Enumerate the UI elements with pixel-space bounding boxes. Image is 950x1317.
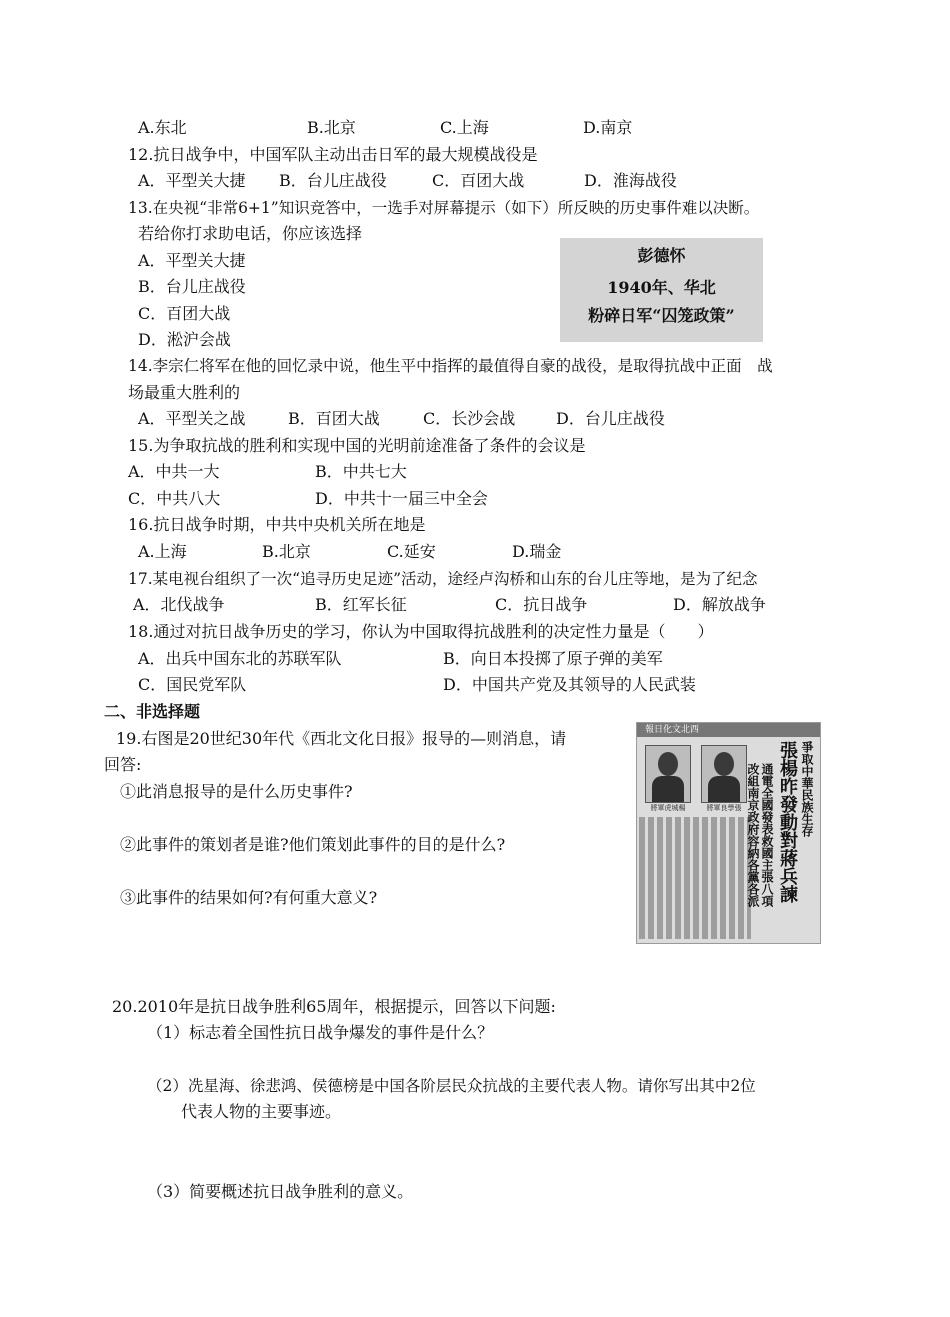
q15-stem: 15.为争取抗战的胜利和实现中国的光明前途准备了条件的会议是 [128,436,586,455]
headline-3: 通電全國發表救國主張八項 [760,763,774,907]
hint-line-3: 粉碎日军“囚笼政策” [588,306,735,325]
q15-option-a: A．中共一大 [128,462,220,481]
q20-sub-2: （2）冼星海、徐悲鸿、侯德榜是中国各阶层民众抗战的主要代表人物。请你写出其中2位 [147,1077,756,1095]
q18-option-d: D．中国共产党及其领导的人民武装 [443,675,696,694]
q16-option-d: D.瑞金 [512,542,562,561]
hint-line-2: 1940年、华北 [607,278,716,297]
q12-option-a: A．平型关大捷 [138,171,246,190]
q19-sub-1: ①此消息报导的是什么历史事件? [120,782,353,801]
q14-stem: 14.李宗仁将军在他的回忆录中说，他生平中指挥的最值得自豪的战役，是取得抗战中正面 战 [128,357,773,375]
headline-2: 張楊昨發動對蔣兵諫 [777,741,798,903]
newspaper-clipping-image [636,722,821,944]
q13-option-d: D．淞沪会战 [138,330,231,349]
q14-option-d: D．台儿庄战役 [556,409,665,428]
q13-option-a: A．平型关大捷 [138,251,246,270]
q15-option-d: D．中共十一届三中全会 [315,489,488,508]
q20-sub-2-continued: 代表人物的主要事迹。 [181,1102,342,1121]
newspaper-masthead-band [637,723,820,737]
caption-left: 將軍虎城楊 [650,804,686,812]
q19-stem: 19.右图是20世纪30年代《西北文化日报》报导的—则消息，请 [116,729,567,748]
q12-option-b: B．台儿庄战役 [279,171,387,190]
q13-option-c: C．百团大战 [138,304,231,323]
q13-stem: 13.在央视“非常6+1”知识竞答中，一选手对屏幕提示（如下）所反映的历史事件难以决断。 [128,199,760,217]
q11-option-d: D.南京 [583,118,633,137]
headline-4: 改組南京政府容納各黨各派 [746,763,760,907]
q11-option-a: A.东北 [138,118,187,137]
q11-option-b: B.北京 [307,118,356,137]
q17-option-b: B．红军长征 [315,595,407,614]
q13-option-b: B．台儿庄战役 [138,277,246,296]
q18-stem: 18.通过对抗日战争历史的学习，你认为中国取得抗战胜利的决定性力量是（ ） [128,622,714,641]
q14-option-c: C．长沙会战 [423,409,516,428]
q12-stem: 12.抗日战争中，中国军队主动出击日军的最大规模战役是 [128,145,538,164]
q20-sub-3: （3）简要概述抗日战争胜利的意义。 [147,1182,414,1201]
q14-option-b: B．百团大战 [288,409,380,428]
portrait-left [645,745,691,803]
q19-sub-3: ③此事件的结果如何?有何重大意义? [120,888,378,907]
q18-option-b: B．向日本投掷了原子弹的美军 [443,649,663,668]
q16-option-a: A.上海 [138,542,187,561]
q17-option-c: C．抗日战争 [495,595,588,614]
section-2-title: 二、非选择题 [104,702,201,721]
q16-option-b: B.北京 [262,542,311,561]
q17-option-a: A．北伐战争 [133,595,225,614]
q14-stem-continued: 场最重大胜利的 [128,383,241,402]
q11-option-c: C.上海 [440,118,489,137]
q17-option-d: D．解放战争 [673,595,766,614]
q20-sub-1: （1）标志着全国性抗日战争爆发的事件是什么？ [147,1023,494,1042]
newspaper-text-columns [639,817,751,939]
newspaper-masthead: 報日化文北西 [645,725,700,735]
screen-hint-box [560,238,763,342]
q20-stem: 20.2010年是抗日战争胜利65周年，根据提示，回答以下问题: [112,997,556,1016]
q18-option-c: C．国民党军队 [138,675,247,694]
q16-stem: 16.抗日战争时期，中共中央机关所在地是 [128,515,426,534]
portrait-right [701,745,747,803]
q12-option-d: D．淮海战役 [584,171,677,190]
headline-1: 爭取中華民族生存 [800,741,814,837]
q17-stem: 17.某电视台组织了一次“追寻历史足迹”活动，途经卢沟桥和山东的台儿庄等地，是为了纪念 [128,570,758,588]
q19-stem-continued: 回答: [104,755,142,774]
hint-line-1: 彭德怀 [637,246,686,265]
q13-stem-continued: 若给你打求助电话，你应该选择 [138,224,363,243]
q14-option-a: A．平型关之战 [138,409,246,428]
q18-option-a: A．出兵中国东北的苏联军队 [138,649,342,668]
q19-sub-2: ②此事件的策划者是谁?他们策划此事件的目的是什么? [120,835,506,854]
caption-right: 將軍良學張 [706,804,742,812]
q15-option-c: C．中共八大 [128,489,221,508]
q12-option-c: C．百团大战 [432,171,525,190]
q15-option-b: B．中共七大 [315,462,407,481]
q16-option-c: C.延安 [387,542,436,561]
